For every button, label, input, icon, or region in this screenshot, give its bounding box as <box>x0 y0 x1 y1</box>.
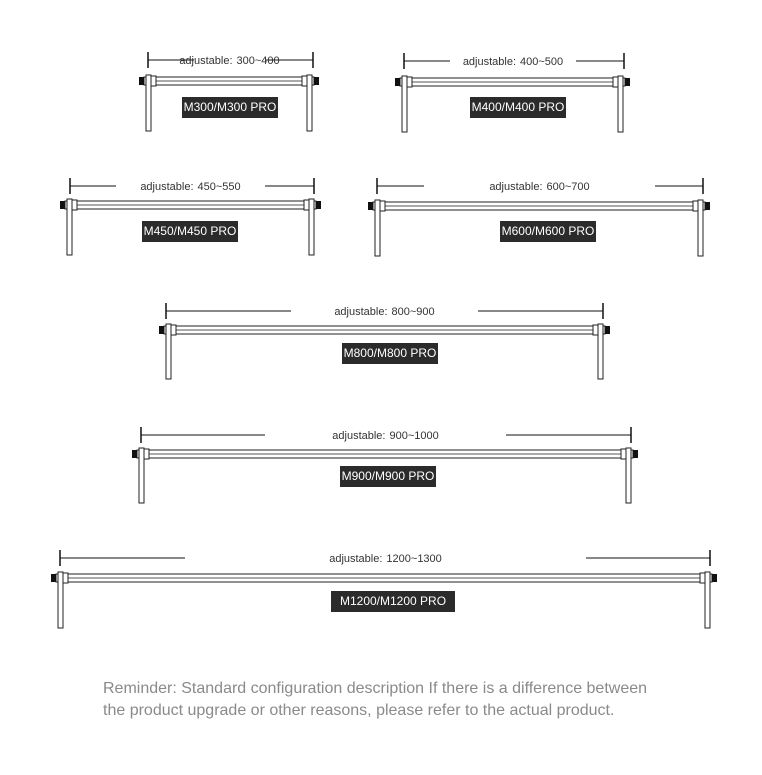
range-value: 300~400 <box>236 55 280 67</box>
leg-right <box>598 324 603 379</box>
reminder-note: Reminder: Standard configuration description If there is a difference between the product upgrade or other reasons, please refer to the actual product. <box>103 680 648 719</box>
range-value: 800~900 <box>391 306 435 318</box>
model-label: M600/M600 PRO <box>501 224 595 238</box>
adjustable-range-label <box>140 181 240 193</box>
model-label: M450/M450 PRO <box>143 224 237 238</box>
leg-left <box>58 572 63 628</box>
model-label: M300/M300 PRO <box>183 100 277 114</box>
adjustable-label: adjustable: <box>462 56 517 68</box>
end-cap-left <box>132 450 137 458</box>
leg-right <box>705 572 710 628</box>
leg-left <box>139 448 144 503</box>
leg-left <box>166 324 171 379</box>
range-value: 600~700 <box>546 181 590 193</box>
rod-drawing <box>159 303 610 379</box>
leg-right <box>698 200 703 256</box>
adjustable-range-label <box>332 430 438 442</box>
leg-left <box>402 76 407 132</box>
end-cap-left <box>60 201 65 209</box>
leg-right <box>309 199 314 255</box>
range-value: 1200~1300 <box>386 553 442 565</box>
end-cap-right <box>712 574 717 582</box>
rod-drawing <box>60 178 321 255</box>
leg-right <box>626 448 631 503</box>
adjustable-label: adjustable: <box>329 553 383 565</box>
end-cap-left <box>159 326 164 334</box>
adjustable-label: adjustable: <box>332 430 386 442</box>
model-label: M800/M800 PRO <box>343 346 437 360</box>
end-cap-left <box>139 77 144 85</box>
rod-drawing <box>51 550 717 628</box>
adjustable-label: adjustable: <box>489 181 543 193</box>
model-label: M1200/M1200 PRO <box>339 594 447 608</box>
model-label: M400/M400 PRO <box>471 100 565 114</box>
rod-drawing <box>395 53 630 132</box>
leg-left <box>67 199 72 255</box>
range-value: 450~550 <box>197 181 241 193</box>
end-cap-left <box>368 202 373 210</box>
leg-right <box>307 75 312 131</box>
end-cap-right <box>316 201 321 209</box>
adjustable-range-label <box>179 55 279 67</box>
rod-drawing <box>132 427 638 503</box>
leg-left <box>146 75 151 131</box>
end-cap-right <box>605 326 610 334</box>
end-cap-right <box>705 202 710 210</box>
end-cap-left <box>51 574 56 582</box>
adjustable-label: adjustable: <box>334 306 388 318</box>
adjustable-label: adjustable: <box>179 55 233 67</box>
range-value: 400~500 <box>520 56 564 68</box>
adjustable-range-label <box>463 56 563 68</box>
adjustable-range-label <box>329 553 442 565</box>
rod-drawing <box>139 52 319 131</box>
end-cap-right <box>625 78 630 86</box>
end-cap-left <box>395 78 400 86</box>
adjustable-range-label <box>334 306 434 318</box>
range-value: 900~1000 <box>389 430 439 442</box>
end-cap-right <box>633 450 638 458</box>
end-cap-right <box>314 77 319 85</box>
model-label: M900/M900 PRO <box>341 469 435 483</box>
rod-drawing <box>368 178 710 256</box>
adjustable-label: adjustable: <box>140 181 194 193</box>
leg-right <box>618 76 623 132</box>
adjustable-range-label <box>489 181 589 193</box>
leg-left <box>375 200 380 256</box>
